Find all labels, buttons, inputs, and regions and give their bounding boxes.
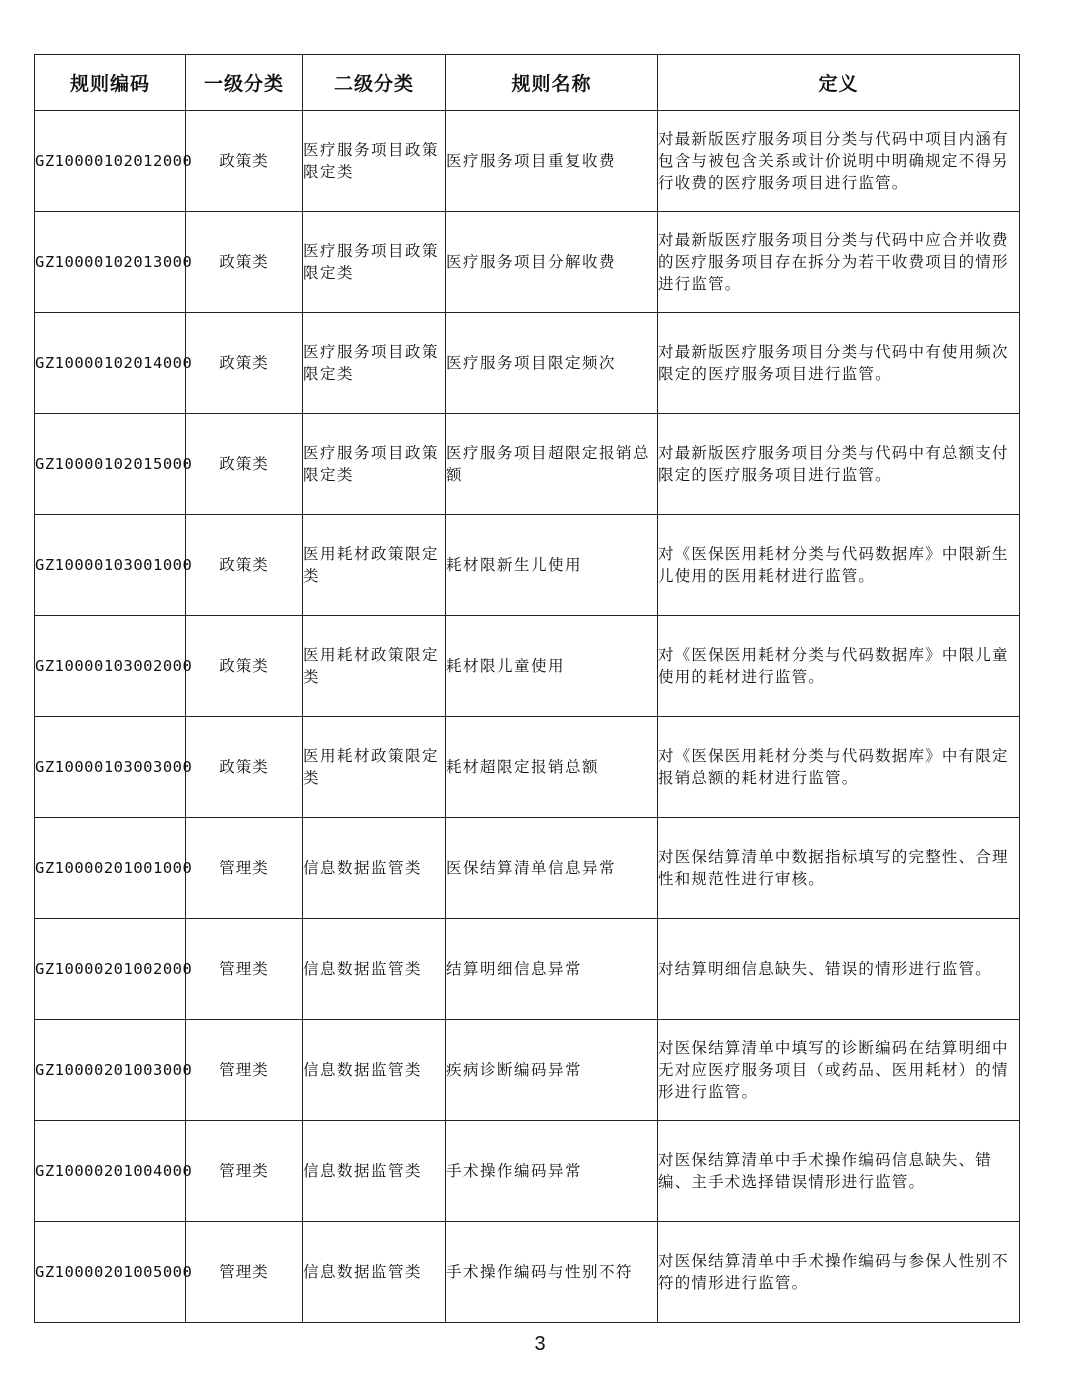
rule-name: 手术操作编码异常 (446, 1121, 658, 1222)
rule-name: 疾病诊断编码异常 (446, 1020, 658, 1121)
level1-category: 管理类 (186, 919, 303, 1020)
level2-category: 信息数据监管类 (303, 919, 446, 1020)
rule-code: GZ10000103001000 (35, 515, 186, 616)
rule-code: GZ10000103003000 (35, 717, 186, 818)
table-row (35, 717, 1020, 818)
header-name: 规则名称 (446, 55, 658, 111)
rule-definition: 对最新版医疗服务项目分类与代码中有使用频次限定的医疗服务项目进行监管。 (658, 313, 1020, 414)
level1-category: 政策类 (186, 111, 303, 212)
level2-category: 医疗服务项目政策限定类 (303, 111, 446, 212)
rule-definition: 对最新版医疗服务项目分类与代码中项目内涵有包含与被包含关系或计价说明中明确规定不得另行收费的医疗服务项目进行监管。 (658, 111, 1020, 212)
level1-category: 管理类 (186, 818, 303, 919)
level1-category: 管理类 (186, 1222, 303, 1323)
rule-name: 耗材超限定报销总额 (446, 717, 658, 818)
table-row (35, 616, 1020, 717)
rule-name: 耗材限儿童使用 (446, 616, 658, 717)
table-row (35, 1020, 1020, 1121)
rule-code: GZ10000201002000 (35, 919, 186, 1020)
level2-category: 信息数据监管类 (303, 1020, 446, 1121)
rule-name: 医疗服务项目限定频次 (446, 313, 658, 414)
level1-category: 政策类 (186, 212, 303, 313)
level2-category: 医用耗材政策限定类 (303, 515, 446, 616)
rule-name: 结算明细信息异常 (446, 919, 658, 1020)
header-definition: 定义 (658, 55, 1020, 111)
table-row (35, 919, 1020, 1020)
level1-category: 管理类 (186, 1020, 303, 1121)
rule-code: GZ10000102015000 (35, 414, 186, 515)
header-level1: 一级分类 (186, 55, 303, 111)
rule-definition: 对结算明细信息缺失、错误的情形进行监管。 (658, 919, 1020, 1020)
rule-definition: 对最新版医疗服务项目分类与代码中有总额支付限定的医疗服务项目进行监管。 (658, 414, 1020, 515)
rule-definition: 对最新版医疗服务项目分类与代码中应合并收费的医疗服务项目存在拆分为若干收费项目的情形进行监管。 (658, 212, 1020, 313)
table-header-row (35, 55, 1020, 111)
level1-category: 政策类 (186, 414, 303, 515)
rule-code: GZ10000102013000 (35, 212, 186, 313)
header-code: 规则编码 (35, 55, 186, 111)
rule-name: 医疗服务项目重复收费 (446, 111, 658, 212)
rule-code: GZ10000201001000 (35, 818, 186, 919)
table-row (35, 313, 1020, 414)
level2-category: 信息数据监管类 (303, 818, 446, 919)
level2-category: 信息数据监管类 (303, 1222, 446, 1323)
rule-code: GZ10000201003000 (35, 1020, 186, 1121)
table-row (35, 111, 1020, 212)
level1-category: 政策类 (186, 515, 303, 616)
rule-definition: 对医保结算清单中手术操作编码信息缺失、错编、主手术选择错误情形进行监管。 (658, 1121, 1020, 1222)
level2-category: 医疗服务项目政策限定类 (303, 414, 446, 515)
rule-definition: 对《医保医用耗材分类与代码数据库》中限儿童使用的耗材进行监管。 (658, 616, 1020, 717)
table-row (35, 818, 1020, 919)
header-level2: 二级分类 (303, 55, 446, 111)
rule-name: 医疗服务项目分解收费 (446, 212, 658, 313)
level2-category: 信息数据监管类 (303, 1121, 446, 1222)
rule-code: GZ10000102014000 (35, 313, 186, 414)
rule-name: 医保结算清单信息异常 (446, 818, 658, 919)
rule-code: GZ10000102012000 (35, 111, 186, 212)
level1-category: 政策类 (186, 616, 303, 717)
rule-definition: 对医保结算清单中数据指标填写的完整性、合理性和规范性进行审核。 (658, 818, 1020, 919)
rule-code: GZ10000201004000 (35, 1121, 186, 1222)
page-number: 3 (534, 1333, 546, 1355)
rule-name: 医疗服务项目超限定报销总额 (446, 414, 658, 515)
table-row (35, 414, 1020, 515)
rule-code: GZ10000201005000 (35, 1222, 186, 1323)
table-row (35, 515, 1020, 616)
rule-definition: 对《医保医用耗材分类与代码数据库》中有限定报销总额的耗材进行监管。 (658, 717, 1020, 818)
level1-category: 政策类 (186, 717, 303, 818)
rule-definition: 对医保结算清单中手术操作编码与参保人性别不符的情形进行监管。 (658, 1222, 1020, 1323)
rule-name: 耗材限新生儿使用 (446, 515, 658, 616)
rule-code: GZ10000103002000 (35, 616, 186, 717)
rules-table (34, 54, 1020, 1323)
level2-category: 医用耗材政策限定类 (303, 616, 446, 717)
table-row (35, 1121, 1020, 1222)
level1-category: 管理类 (186, 1121, 303, 1222)
rule-definition: 对医保结算清单中填写的诊断编码在结算明细中无对应医疗服务项目（或药品、医用耗材）的情形进行监管。 (658, 1020, 1020, 1121)
level2-category: 医疗服务项目政策限定类 (303, 212, 446, 313)
rule-definition: 对《医保医用耗材分类与代码数据库》中限新生儿使用的医用耗材进行监管。 (658, 515, 1020, 616)
rule-name: 手术操作编码与性别不符 (446, 1222, 658, 1323)
table-row (35, 1222, 1020, 1323)
level2-category: 医用耗材政策限定类 (303, 717, 446, 818)
level2-category: 医疗服务项目政策限定类 (303, 313, 446, 414)
table-row (35, 212, 1020, 313)
level1-category: 政策类 (186, 313, 303, 414)
